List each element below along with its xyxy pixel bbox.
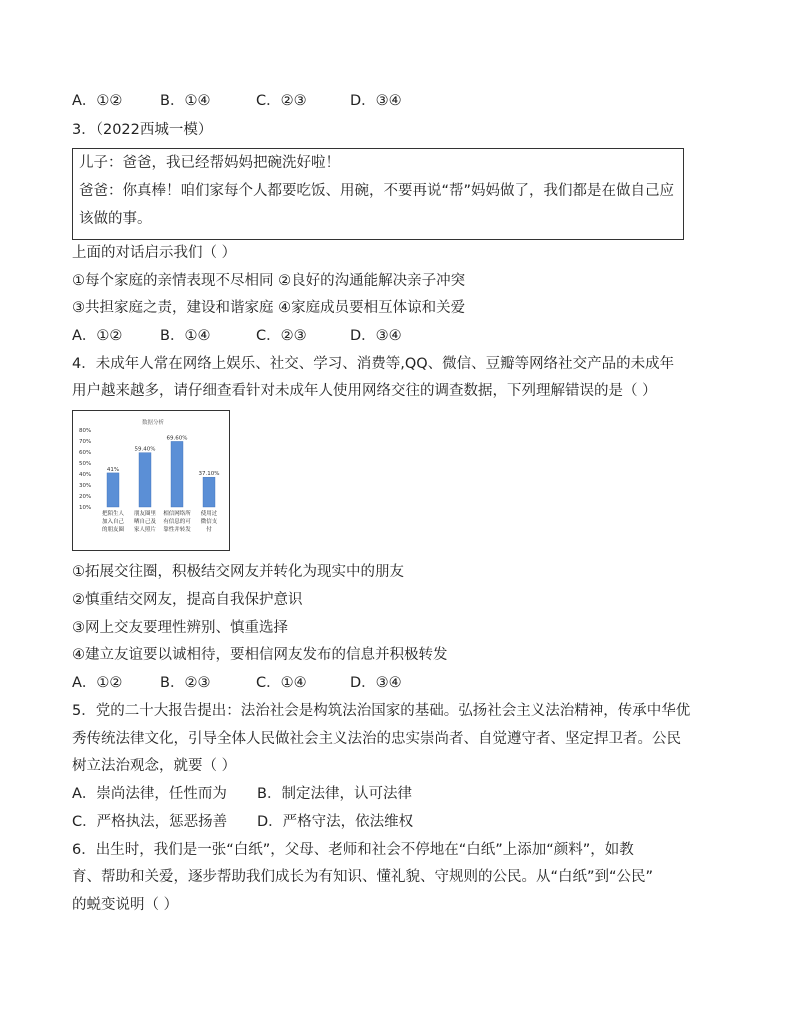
- q5-stem-line2: 秀传统法律文化，引导全体人民做社会主义法治的忠实崇尚者、自觉遵守者、坚定捍卫者。公民: [72, 731, 681, 747]
- bar: [107, 473, 119, 507]
- q2-option-d: D．③④: [350, 93, 402, 109]
- x-category-label: 微信支: [200, 519, 218, 525]
- y-tick-label: 10%: [79, 505, 92, 511]
- x-category-label: 使用过: [200, 511, 218, 517]
- x-category-label: 晒自己及: [133, 519, 157, 525]
- q4-statement-2: ②慎重结交网友，提高自我保护意识: [72, 592, 303, 608]
- q5-stem-line1: 5．党的二十大报告提出：法治社会是构筑法治国家的基础。弘扬社会主义法治精神，传承中华优: [72, 703, 691, 719]
- q4-statement-4: ④建立友谊要以诚相待，要相信网友发布的信息并积极转发: [72, 647, 448, 663]
- q4-stem-line2: 用户越来越多，请仔细查看针对未成年人使用网络交往的调查数据，下列理解错误的是（ ）: [72, 383, 657, 399]
- q5-option-c: C．严格执法，惩恶扬善: [72, 814, 228, 830]
- q3-dialog-son: 儿子：爸爸，我已经帮妈妈把碗洗好啦！: [79, 155, 340, 171]
- data-label: 59.40%: [134, 446, 156, 453]
- q2-option-c: C．②③: [256, 93, 307, 109]
- q4-statement-3: ③网上交友要理性辨别、慎重选择: [72, 620, 288, 636]
- q4-option-d: D．③④: [350, 675, 402, 691]
- q3-option-d: D．③④: [350, 328, 402, 344]
- data-label: 69.60%: [166, 435, 188, 442]
- y-tick-label: 60%: [79, 450, 92, 456]
- bar: [171, 441, 183, 507]
- data-label: 41%: [106, 466, 120, 473]
- q2-options: [72, 91, 402, 111]
- q3-dialog-box: [72, 148, 684, 240]
- q3-options: [72, 326, 402, 346]
- x-category-label: 靠性并转发: [163, 527, 191, 533]
- q5-option-b: B．制定法律，认可法律: [257, 786, 412, 802]
- q3-dialog-dad: 爸爸：你真棒！咱们家每个人都要吃饭、用碗，不要再说“帮”妈妈做了，我们都是在做自己应: [79, 183, 675, 199]
- chart-title: 数据分析: [141, 420, 165, 426]
- y-tick-label: 40%: [79, 472, 92, 478]
- q3-option-b: B．①④: [160, 328, 211, 344]
- q4-option-b: B．②③: [160, 675, 211, 691]
- data-label: 37.10%: [198, 471, 220, 478]
- bar: [139, 453, 151, 507]
- q3-statement-row1: ①每个家庭的亲情表现不尽相同 ②良好的沟通能解决亲子冲突: [72, 273, 466, 289]
- q6-stem-line2: 育、帮助和关爱，逐步帮助我们成长为有知识、懂礼貌、守规则的公民。从“白纸”到“公民”: [72, 869, 654, 885]
- x-category-label: 有信息的可: [163, 519, 191, 525]
- q3-option-c: C．②③: [256, 328, 307, 344]
- x-category-label: 把陌生人: [101, 511, 125, 517]
- q3-statement-row2: ③共担家庭之责，建设和谐家庭 ④家庭成员要相互体谅和关爱: [72, 300, 466, 316]
- q5-stem-line3: 树立法治观念，就要（ ）: [72, 758, 237, 774]
- q4-options: [72, 673, 402, 693]
- y-tick-label: 70%: [79, 439, 92, 445]
- q4-option-c: C．①④: [256, 675, 307, 691]
- q2-option-a: A．①②: [72, 93, 123, 109]
- x-category-label: 家人照片: [133, 527, 157, 533]
- q6-stem-line1: 6．出生时，我们是一张“白纸”，父母、老师和社会不停地在“白纸”上添加“颜料”，如教: [72, 842, 634, 858]
- x-category-label: 的朋友圈: [101, 527, 125, 533]
- y-tick-label: 20%: [79, 494, 92, 500]
- y-tick-label: 50%: [79, 461, 92, 467]
- survey-chart-svg: [73, 411, 228, 549]
- q5-option-d: D．严格守法，依法维权: [257, 814, 414, 830]
- q4-statement-1: ①拓展交往圈，积极结交网友并转化为现实中的朋友: [72, 564, 404, 580]
- x-category-label: 相信网络所: [163, 511, 191, 517]
- q3-stem: 上面的对话启示我们（ ）: [72, 245, 237, 261]
- survey-chart: [72, 410, 230, 551]
- q2-option-b: B．①④: [160, 93, 211, 109]
- q5-options-row1: [72, 784, 412, 804]
- bar: [203, 477, 215, 507]
- y-tick-label: 30%: [79, 483, 92, 489]
- q3-dialog-dad-cont: 该做的事。: [79, 211, 152, 227]
- y-tick-label: 80%: [79, 428, 92, 434]
- q4-stem-line1: 4．未成年人常在网络上娱乐、社交、学习、消费等,QQ、微信、豆瓣等网络社交产品的未成年: [72, 356, 675, 372]
- q4-option-a: A．①②: [72, 675, 123, 691]
- q5-option-a: A．崇尚法律，任性而为: [72, 786, 227, 802]
- q6-stem-line3: 的蜕变说明（ ）: [72, 897, 179, 913]
- x-category-label: 加入自己: [101, 519, 125, 525]
- q3-header: 3．（2022西城一模）: [72, 122, 213, 138]
- x-category-label: 付: [206, 527, 212, 533]
- q5-options-row2: [72, 812, 413, 832]
- x-category-label: 朋友圈里: [133, 511, 157, 517]
- q3-option-a: A．①②: [72, 328, 123, 344]
